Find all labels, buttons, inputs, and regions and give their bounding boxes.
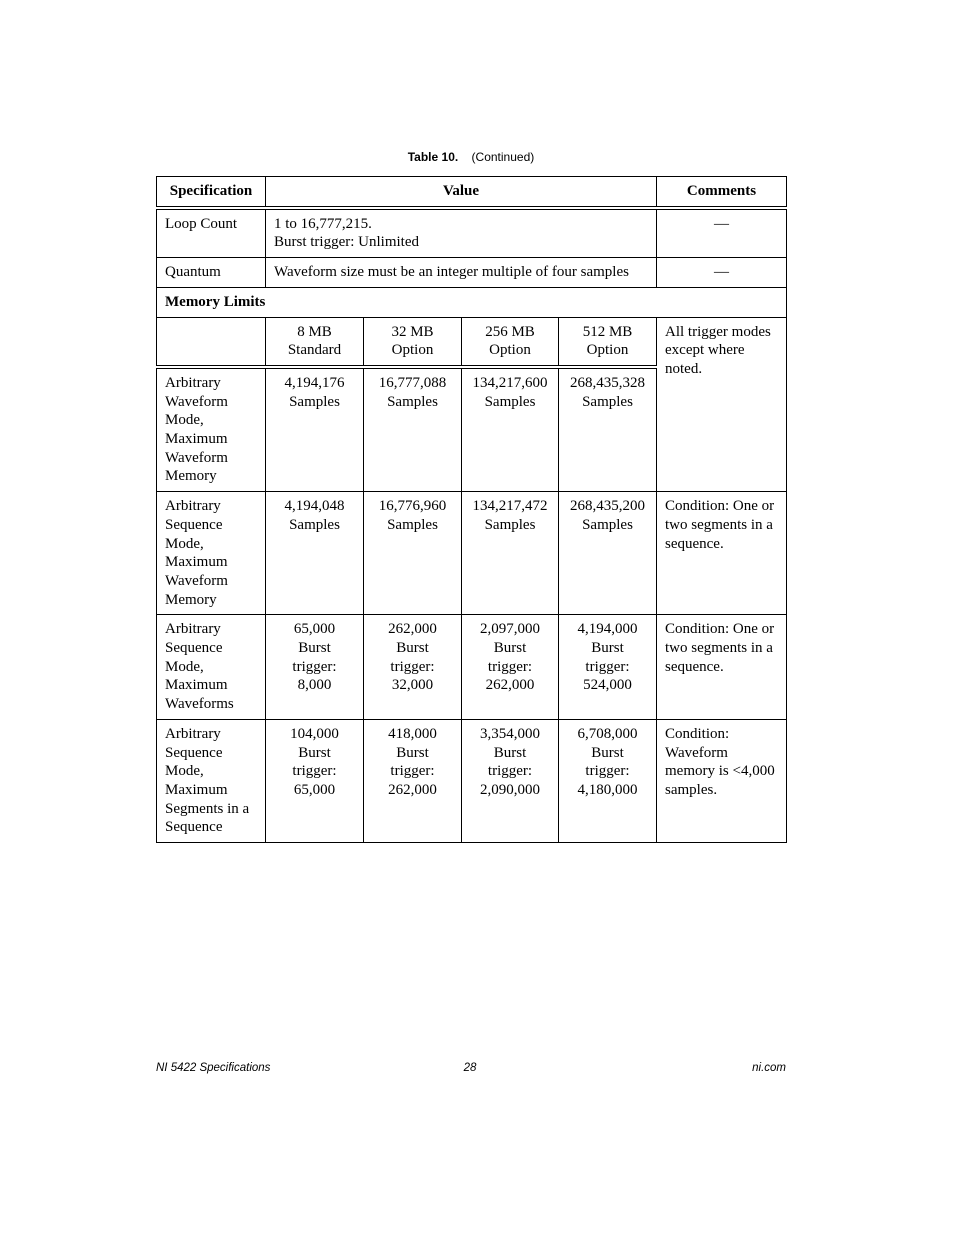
comment-cell: Condition: One or two segments in a sequence.: [657, 615, 787, 720]
column-8mb: 8 MB Standard: [266, 317, 364, 367]
footer-website: ni.com: [752, 1062, 786, 1074]
value-cell: 65,000 Burst trigger: 8,000: [266, 615, 364, 720]
value-cell: 2,097,000 Burst trigger: 262,000: [462, 615, 559, 720]
comment-all-trigger-modes: All trigger modes except where noted.: [657, 317, 787, 492]
value-quantum: Waveform size must be an integer multiple of four samples: [266, 258, 657, 288]
comment-cell: Condition: One or two segments in a sequence.: [657, 492, 787, 615]
table-row: [157, 615, 787, 720]
value-cell: 4,194,048 Samples: [266, 492, 364, 615]
column-32mb: 32 MB Option: [364, 317, 462, 367]
value-cell: 16,777,088 Samples: [364, 367, 462, 492]
value-cell: 262,000 Burst trigger: 32,000: [364, 615, 462, 720]
table-header-row: [157, 177, 787, 208]
value-cell: 6,708,000 Burst trigger: 4,180,000: [559, 719, 657, 842]
footer-document-title: NI 5422 Specifications: [156, 1062, 271, 1074]
value-cell: 16,776,960 Samples: [364, 492, 462, 615]
section-memory-limits: Memory Limits: [157, 287, 787, 317]
header-specification: Specification: [157, 177, 266, 208]
table-row: [157, 258, 787, 288]
header-comments: Comments: [657, 177, 787, 208]
table-row: [157, 719, 787, 842]
table-caption-text: (Continued): [471, 150, 535, 164]
value-cell: 104,000 Burst trigger: 65,000: [266, 719, 364, 842]
header-value: Value: [266, 177, 657, 208]
comment-loop-count: —: [657, 208, 787, 258]
table-row: [157, 492, 787, 615]
value-cell: 134,217,600 Samples: [462, 367, 559, 492]
spec-asm-max-waveform-memory: Arbitrary Sequence Mode, Maximum Waveform Memory: [157, 492, 266, 615]
spec-loop-count: Loop Count: [157, 208, 266, 258]
value-cell: 268,435,328 Samples: [559, 367, 657, 492]
spec-quantum: Quantum: [157, 258, 266, 288]
value-cell: 268,435,200 Samples: [559, 492, 657, 615]
value-cell: 418,000 Burst trigger: 262,000: [364, 719, 462, 842]
table-number: Table 10.: [407, 150, 459, 164]
memory-columns-row: [157, 317, 787, 367]
comment-cell: Condition: Waveform memory is <4,000 samples.: [657, 719, 787, 842]
table-row: [157, 208, 787, 258]
spec-asm-max-segments: Arbitrary Sequence Mode, Maximum Segments in a Sequence: [157, 719, 266, 842]
footer-page-number: 28: [463, 1062, 477, 1074]
column-256mb: 256 MB Option: [462, 317, 559, 367]
empty-cell: [157, 317, 266, 367]
value-loop-count: 1 to 16,777,215. Burst trigger: Unlimited: [266, 208, 657, 258]
spec-awm-max-waveform-memory: Arbitrary Waveform Mode, Maximum Waveform Memory: [157, 367, 266, 492]
table-caption: [156, 150, 786, 164]
specifications-table: [156, 176, 787, 843]
value-cell: 3,354,000 Burst trigger: 2,090,000: [462, 719, 559, 842]
value-cell: 4,194,000 Burst trigger: 524,000: [559, 615, 657, 720]
value-cell: 134,217,472 Samples: [462, 492, 559, 615]
column-512mb: 512 MB Option: [559, 317, 657, 367]
comment-quantum: —: [657, 258, 787, 288]
value-cell: 4,194,176 Samples: [266, 367, 364, 492]
section-row: [157, 287, 787, 317]
spec-asm-max-waveforms: Arbitrary Sequence Mode, Maximum Waveforms: [157, 615, 266, 720]
